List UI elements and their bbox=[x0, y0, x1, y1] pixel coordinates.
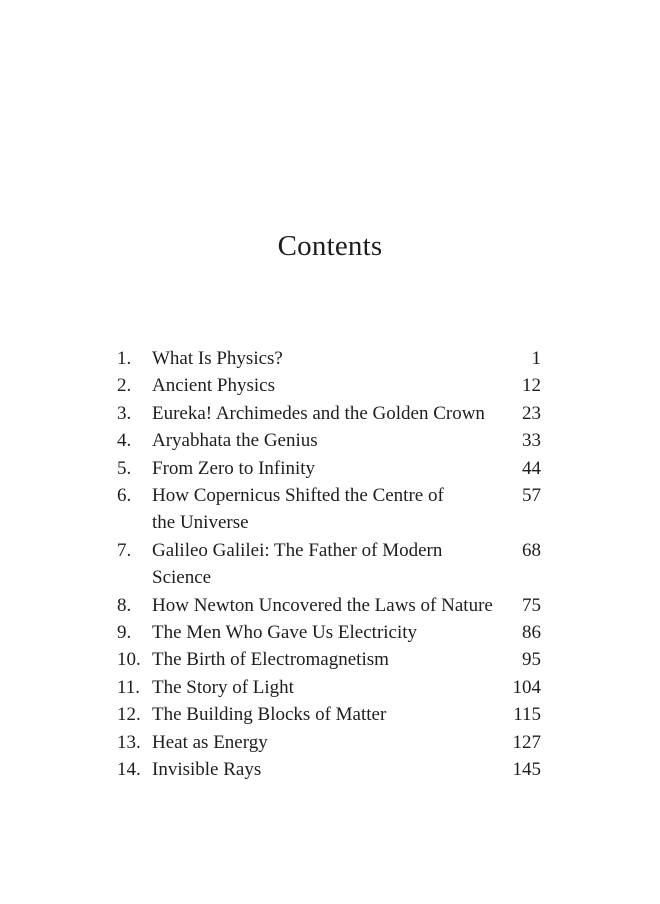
chapter-title: What Is Physics? bbox=[152, 348, 283, 369]
page-number: 145 bbox=[512, 759, 541, 781]
chapter-number: 1. bbox=[117, 348, 132, 369]
toc-entry bbox=[117, 372, 541, 399]
toc-entry bbox=[117, 646, 541, 673]
chapter-title: How Copernicus Shifted the Centre of the Universe bbox=[152, 485, 444, 534]
toc-entry bbox=[117, 427, 541, 454]
chapter-number: 11. bbox=[117, 676, 141, 698]
chapter-title: The Story of Light bbox=[152, 676, 294, 698]
chapter-title: Ancient Physics bbox=[152, 375, 275, 397]
chapter-number: 9. bbox=[117, 622, 132, 644]
chapter-number: 12. bbox=[117, 704, 141, 726]
chapter-number: 6. bbox=[117, 485, 132, 507]
page-number: 95 bbox=[522, 649, 541, 671]
toc-entry bbox=[117, 729, 541, 756]
chapter-title: Galileo Galilei: The Father of Modern Science bbox=[152, 539, 443, 589]
chapter-title: Eureka! Archimedes and the Golden Crown bbox=[152, 402, 485, 424]
chapter-title: How Newton Uncovered the Laws of Nature bbox=[152, 594, 493, 616]
toc-entry bbox=[117, 455, 541, 482]
page-number: 68 bbox=[522, 539, 541, 561]
page-number: 44 bbox=[522, 457, 541, 479]
toc-entry bbox=[117, 592, 541, 619]
page-number: 1 bbox=[531, 348, 541, 369]
page-number: 23 bbox=[522, 402, 541, 424]
chapter-title: The Building Blocks of Matter bbox=[152, 704, 387, 726]
chapter-number: 8. bbox=[117, 594, 132, 616]
toc-entry bbox=[117, 674, 541, 701]
toc-entry bbox=[117, 756, 541, 783]
page-number: 12 bbox=[522, 375, 541, 397]
chapter-number: 14. bbox=[117, 759, 141, 781]
chapter-title: Invisible Rays bbox=[152, 759, 262, 781]
chapter-title: From Zero to Infinity bbox=[152, 457, 316, 479]
chapter-number: 4. bbox=[117, 430, 132, 452]
chapter-title: Heat as Energy bbox=[152, 731, 268, 753]
page-number: 33 bbox=[522, 430, 541, 452]
page-number: 115 bbox=[513, 704, 541, 726]
chapter-number: 5. bbox=[117, 457, 132, 479]
chapter-number: 7. bbox=[117, 539, 132, 561]
chapter-number: 2. bbox=[117, 375, 132, 397]
page-number: 86 bbox=[522, 622, 541, 644]
page-number: 127 bbox=[512, 731, 541, 753]
chapter-number: 10. bbox=[117, 649, 141, 671]
toc-entry bbox=[117, 400, 541, 427]
toc-entry bbox=[117, 345, 541, 372]
page-number: 75 bbox=[522, 594, 541, 616]
toc-entry bbox=[117, 619, 541, 646]
chapter-title: The Birth of Electromagnetism bbox=[152, 649, 389, 671]
chapter-number: 3. bbox=[117, 402, 132, 424]
toc-entry bbox=[117, 482, 541, 537]
page-number: 57 bbox=[522, 485, 541, 507]
page-title: Contents bbox=[277, 230, 383, 262]
page-number: 104 bbox=[512, 676, 541, 698]
chapter-title: Aryabhata the Genius bbox=[152, 430, 318, 452]
toc-entry bbox=[117, 701, 541, 728]
chapter-title: The Men Who Gave Us Electricity bbox=[152, 622, 418, 644]
toc-entry bbox=[117, 537, 541, 592]
chapter-number: 13. bbox=[117, 731, 141, 753]
table-of-contents bbox=[117, 345, 541, 784]
